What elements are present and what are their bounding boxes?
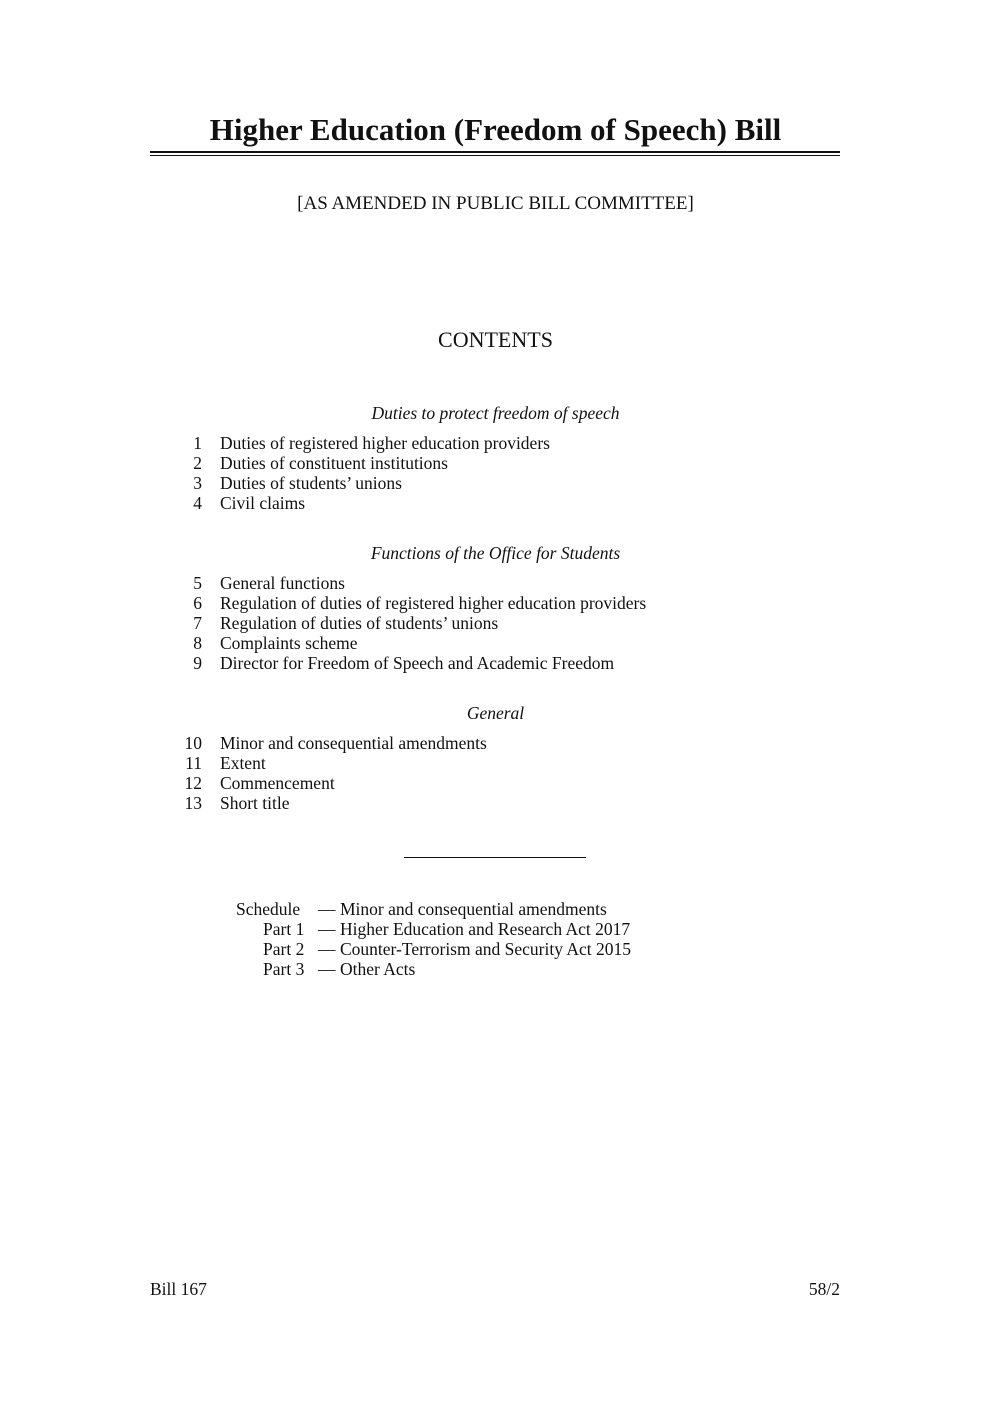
clause-number: 2 (193, 453, 202, 473)
title-rule-thick (150, 151, 840, 153)
schedule-label: Part 2 (263, 939, 305, 959)
clause-number: 6 (193, 593, 202, 613)
clause-title: Duties of registered higher education providers (220, 433, 550, 453)
title-rule-thin (150, 155, 840, 156)
clause-title: Regulation of duties of registered higher education providers (220, 593, 647, 613)
section-heading: General (466, 703, 525, 723)
clause-title: Short title (220, 793, 290, 813)
contents-item[interactable] (150, 613, 499, 633)
contents-item[interactable] (150, 573, 345, 593)
contents-item[interactable] (150, 473, 402, 493)
clause-title: Director for Freedom of Speech and Academic Freedom (220, 653, 615, 673)
clause-number: 7 (193, 613, 202, 633)
contents-item[interactable] (150, 593, 647, 613)
clause-title: Duties of students’ unions (220, 473, 402, 493)
divider (404, 857, 586, 858)
clause-title: Commencement (220, 773, 335, 793)
clause-number: 9 (193, 653, 202, 673)
contents-item[interactable] (150, 733, 487, 753)
contents-item[interactable] (150, 793, 290, 813)
clause-title: Complaints scheme (220, 633, 358, 653)
clause-number: 11 (185, 753, 202, 773)
section-heading: Functions of the Office for Students (370, 543, 621, 563)
clause-title: Duties of constituent institutions (220, 453, 448, 473)
contents-item[interactable] (150, 453, 448, 473)
clause-title: General functions (220, 573, 345, 593)
schedule-title: Other Acts (340, 959, 416, 979)
clause-title: Extent (220, 753, 266, 773)
contents-heading: CONTENTS (438, 327, 553, 352)
clause-number: 5 (193, 573, 202, 593)
clause-number: 1 (193, 433, 202, 453)
contents-item[interactable] (150, 633, 358, 653)
schedule-title: Higher Education and Research Act 2017 (340, 919, 631, 939)
contents-item[interactable] (150, 653, 615, 673)
clause-title: Civil claims (220, 493, 306, 513)
bill-reference: 58/2 (808, 1279, 840, 1299)
bill-status: [AS AMENDED IN PUBLIC BILL COMMITTEE] (297, 193, 694, 214)
clause-title: Regulation of duties of students’ unions (220, 613, 499, 633)
schedule-title: Minor and consequential amendments (340, 899, 607, 919)
contents-item[interactable] (150, 433, 550, 453)
schedule-label: Part 3 (263, 959, 305, 979)
contents-item[interactable] (150, 493, 306, 513)
dash-separator: — (318, 959, 336, 979)
dash-separator: — (318, 939, 336, 959)
clause-number: 12 (184, 773, 202, 793)
contents-item[interactable] (150, 773, 335, 793)
schedule-title: Counter-Terrorism and Security Act 2015 (340, 939, 631, 959)
bill-title: Higher Education (Freedom of Speech) Bill (209, 112, 782, 147)
clause-title: Minor and consequential amendments (220, 733, 487, 753)
contents-item[interactable] (150, 753, 266, 773)
clause-number: 8 (193, 633, 202, 653)
clause-number: 3 (193, 473, 202, 493)
dash-separator: — (318, 899, 336, 919)
clause-number: 4 (193, 493, 202, 513)
section-heading: Duties to protect freedom of speech (371, 403, 620, 423)
clause-number: 13 (184, 793, 202, 813)
bill-number: Bill 167 (150, 1279, 207, 1299)
schedule-label: Part 1 (263, 919, 305, 939)
dash-separator: — (318, 919, 336, 939)
schedule-label: Schedule (236, 899, 301, 919)
clause-number: 10 (184, 733, 202, 753)
